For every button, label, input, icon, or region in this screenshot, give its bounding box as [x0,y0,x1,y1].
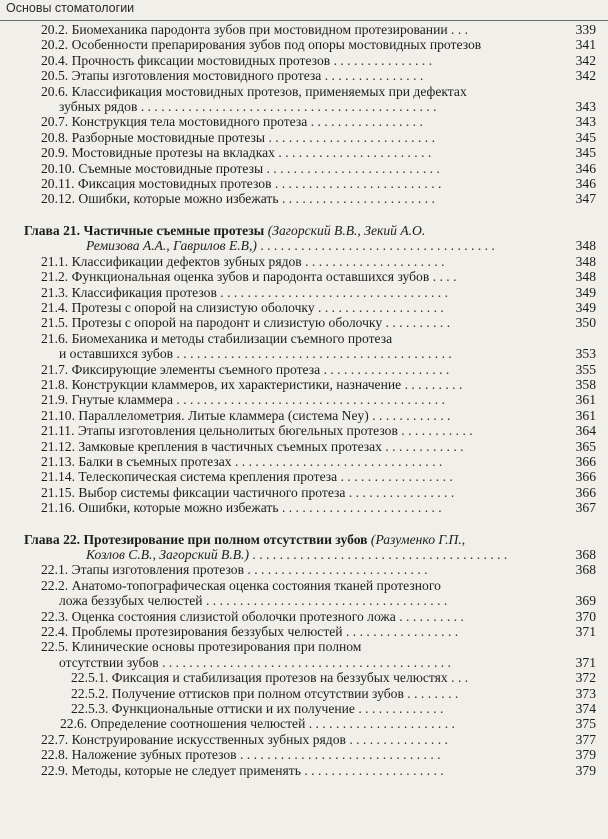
toc-number: 22.2. [41,577,69,593]
toc-leader-dots: . . . . . . . . . . . . . . . . . . . . . [305,253,445,269]
toc-entry-line [41,22,596,37]
toc-page-number: 377 [575,731,596,747]
toc-title: Оценка состояния слизистой оболочки протезного ложа [71,608,396,624]
toc-leader-dots: . . . . . . . . . . . . . . . . . [346,624,459,640]
toc-title: Разборные мостовидные протезы [71,129,266,145]
toc-title-continued: отсутствии зубов [59,654,159,670]
toc-title: Съемные мостовидные протезы [78,160,264,176]
toc-number: 21.16. [41,500,75,516]
toc-title: Функциональные оттиски и их получение [111,701,355,717]
toc-number: 20.8. [41,129,69,145]
toc-page-number: 341 [575,37,596,53]
toc-section [24,114,596,129]
toc-title: Балки в съемных протезах [78,453,232,469]
toc-title-continued: зубных рядов [59,99,138,115]
toc-page-number: 353 [575,346,596,362]
toc-number: 21.12. [41,438,75,454]
toc-page-number: 348 [575,269,596,285]
toc-page-number: 374 [575,701,596,717]
toc-page-number: 365 [575,438,596,454]
toc-leader-dots: . . . . . . . . . . . . . . . . . . . . . . . . . [274,176,442,192]
toc-section [24,763,596,778]
toc-entry-line [41,84,596,99]
toc-leader-dots: . . . . . . . . . . . . . . . . . . . . . . . . . . . . . . . [234,453,443,469]
toc-entry-line [41,732,596,747]
toc-page-number: 371 [575,654,596,670]
toc-page-number: 349 [575,284,596,300]
toc-title: Конструкция тела мостовидного протеза [71,114,308,130]
toc-number: 21.7. [41,361,69,377]
toc-leader-dots: . . . . . . . . . . . . . . . . . . . [318,299,444,315]
toc-number: 20.2. [41,37,69,53]
toc-leader-dots: . . . . . . . . . . . . . . . . . . . . . . . . . . . . . . . . . . . . . . . . . [176,346,452,362]
toc-title: Особенности препарирования зубов под опоры мостовидных протезов [71,37,482,53]
toc-title: Этапы изготовления цельнолитых бюгельных протезов [77,423,398,439]
toc-entry-line [41,578,596,593]
toc-section [24,22,596,37]
toc-subsubsection [24,686,596,701]
toc-title: Функциональная оценка зубов и пародонта оставшихся зубов [71,269,430,285]
toc-section [24,331,596,362]
toc-number: 21.1. [41,253,69,269]
toc-number: 21.13. [41,453,75,469]
toc-leader-dots: . . . . . . . . . . . . . . . . . . . . . . . . . . . . . . . . . . . . . . . . [176,392,445,408]
toc-page-number: 343 [575,99,596,115]
toc-number: 22.7. [41,731,69,747]
toc-page-number: 361 [575,392,596,408]
toc-title: Прочность фиксации мостовидных протезов [71,52,331,68]
toc-section [24,37,596,52]
toc-entry-line [41,269,596,284]
toc-page-number: 368 [575,562,596,578]
toc-authors-continued: Козлов С.В., Загорский В.В.) [86,547,249,562]
toc-leader-dots: . . . . . . . . . . . . . . . . . . . . . . . . . . [266,160,440,176]
toc-continuation [24,238,596,253]
toc-leader-dots: . . . . . . . . . . . . . . . . . . . [323,361,450,377]
toc-number: 22.8. [41,747,69,763]
toc-page-number: 346 [575,160,596,176]
toc-entry-line [41,176,596,191]
toc-entry-line [24,223,596,238]
toc-number: Глава 21. [24,222,81,238]
toc-subsubsection [24,670,596,685]
toc-section [24,254,596,269]
toc-title: Этапы изготовления мостовидного протеза [71,68,322,84]
toc-page-number: 361 [575,407,596,423]
toc-page-number: 342 [575,52,596,68]
toc-page-number: 370 [575,608,596,624]
toc-title: Биомеханика и методы стабилизации съемного протеза [71,330,393,346]
toc-page-number: 379 [575,747,596,763]
toc-title: Параллелометрия. Литые кламмера (система Ney) [78,407,369,423]
toc-page-number: 364 [575,423,596,439]
toc-entry-line [41,500,596,515]
toc-number: 20.10. [41,160,75,176]
toc-page-number: 372 [575,670,596,686]
toc-entry-line [41,423,596,438]
toc-number: 20.11. [41,176,75,192]
toc-leader-dots: . . . . . . . . . . . . . . . . . [310,114,423,130]
toc-page-number: 345 [575,129,596,145]
toc-page-number: 366 [575,484,596,500]
toc-entry-line [41,639,596,654]
toc-entry-line [41,53,596,68]
toc-page-number: 368 [575,547,596,562]
toc-section [24,130,596,145]
toc-number: 20.4. [41,52,69,68]
toc-number: 20.9. [41,145,69,161]
toc-number: 21.3. [41,284,69,300]
toc-page-number: 343 [575,114,596,130]
toc-number: 22.4. [41,624,69,640]
toc-title: Проблемы протезирования беззубых челюстей [71,624,343,640]
toc-section [24,485,596,500]
toc-title: Конструирование искусственных зубных рядов [71,731,346,747]
toc-entry-line [41,454,596,469]
toc-section [24,408,596,423]
toc-title: Частичные съемные протезы [83,222,265,238]
toc-section [24,562,596,577]
toc-page-number: 369 [575,593,596,609]
toc-section [24,300,596,315]
toc-entry-line [41,145,596,160]
toc-leader-dots: . . . . . . . . . . . . . . . . . . . . . . . . . . . [247,562,428,578]
toc-entry-line [41,114,596,129]
table-of-contents [24,22,596,778]
toc-page-number: 348 [575,253,596,269]
toc-number: 20.2. [41,22,69,37]
toc-section [24,609,596,624]
toc-section [24,68,596,83]
toc-leader-dots: . . . . . . . . . . . . . . . . . . . . . [304,762,444,778]
toc-leader-dots: . . . . . . . . . . . . . . . [333,52,433,68]
toc-page-number: 375 [575,716,596,732]
toc-section [24,423,596,438]
toc-section [24,439,596,454]
toc-number: 22.3. [41,608,69,624]
toc-title: Протезы с опорой на слизистую оболочку [71,299,315,315]
toc-leader-dots: . . . [451,22,469,37]
toc-title: Классификация мостовидных протезов, применяемых при дефектах [71,83,467,99]
toc-leader-dots: . . . . . . . . . . . . . [358,701,444,717]
toc-number: 22.9. [41,762,69,778]
toc-entry-line [71,701,596,716]
toc-continuation [41,655,596,670]
toc-leader-dots: . . . . . . . . . . . . . . . . . . . . . . . . . . . . . . . . . . . . [205,593,448,609]
toc-number: Глава 22. [24,531,81,547]
toc-entry-line [41,331,596,346]
toc-page-number: 349 [575,299,596,315]
toc-entry-line [41,285,596,300]
toc-title: Телескопическая система крепления протеза [78,469,338,485]
toc-section [24,269,596,284]
toc-section [24,578,596,609]
toc-section [24,747,596,762]
toc-entry-line [41,624,596,639]
toc-page-number: 379 [575,762,596,778]
toc-entry-line [41,408,596,423]
toc-entry-line [41,161,596,176]
toc-title: Фиксация и стабилизация протезов на беззубых челюстях [111,670,448,686]
toc-section [24,624,596,639]
toc-page-number: 366 [575,469,596,485]
toc-entry-line [41,130,596,145]
toc-leader-dots: . . . . . . . . . . . . [385,438,464,454]
toc-entry-line [71,670,596,685]
toc-number: 21.2. [41,269,69,285]
toc-title: Получение оттисков при полном отсутствии зубов [111,685,404,701]
toc-leader-dots: . . . [451,670,469,686]
toc-number: 22.5. [41,639,69,655]
toc-leader-dots: . . . . . . . . . . . . . . . [324,68,424,84]
toc-entry-line [41,469,596,484]
toc-section [24,716,596,731]
toc-entry-line [41,37,596,52]
toc-leader-dots: . . . . . . . . . . . . . . . . . . . . . . . . [281,500,442,516]
toc-title: Клинические основы протезирования при полном [71,639,362,655]
toc-title: Наложение зубных протезов [71,747,237,763]
toc-number: 20.12. [41,191,75,207]
toc-leader-dots: . . . . . . . . . . . . [372,407,451,423]
toc-entry-line [24,532,596,547]
toc-leader-dots: . . . . . . . . . . . . . . . . . . . . . . . [278,145,432,161]
toc-page-number: 355 [575,361,596,377]
toc-title: Анатомо-топографическая оценка состояния тканей протезного [71,577,441,593]
toc-page-number: 348 [575,238,596,254]
toc-leader-dots: . . . . . . . . . . . . . . . . . . . . . . . . . . . . . . . . . . . . . . . . . . . [162,654,451,670]
toc-title: Фиксация мостовидных протезов [77,176,272,192]
book-title: Основы стоматологии [6,1,135,15]
toc-title: Определение соотношения челюстей [90,716,306,732]
toc-leader-dots: . . . . . . . . . . . . . . . . . . . . . . . . . . . . . . . . . . . . . . [252,547,508,562]
toc-title: Гнутые кламмера [71,392,174,408]
toc-title: Протезирование при полном отсутствии зубов [83,531,368,547]
toc-continuation [41,99,596,114]
toc-number: 21.14. [41,469,75,485]
toc-entry-line [41,68,596,83]
toc-title: Мостовидные протезы на вкладках [71,145,275,161]
toc-number: 21.4. [41,299,69,315]
toc-entry-line [41,191,596,206]
toc-title: Фиксирующие элементы съемного протеза [71,361,321,377]
toc-number: 22.6. [60,716,88,732]
toc-leader-dots: . . . . . . . . . . . . . . . . . . . . . . . . . . . . . . . . . . [220,284,448,300]
toc-number: 20.6. [41,83,69,99]
toc-leader-dots: . . . . . . . . . . . . . . . . . . . . . . . . . . . . . . . . . . . [260,238,495,254]
toc-section [24,362,596,377]
toc-section [24,500,596,515]
toc-title: Классификация протезов [71,284,217,300]
toc-page-number: 342 [575,68,596,84]
toc-chapter [24,532,596,563]
toc-title-continued: и оставшихся зубов [59,346,174,362]
toc-section [24,285,596,300]
toc-number: 21.10. [41,407,75,423]
toc-entry-line [41,485,596,500]
toc-section [24,84,596,115]
toc-title: Биомеханика пародонта зубов при мостовидном протезировании [71,22,448,37]
toc-title: Методы, которые не следует применять [71,762,301,778]
toc-continuation [41,593,596,608]
toc-number: 21.9. [41,392,69,408]
toc-entry-line [41,362,596,377]
toc-number: 21.15. [41,484,75,500]
toc-leader-dots: . . . . . . . . . . . . . . . . . . . . . . . . . . . . . . . . . . . . . . . . . . . . [140,99,437,115]
toc-page-number: 373 [575,685,596,701]
toc-title: Замковые крепления в частичных съемных протезах [78,438,382,454]
toc-leader-dots: . . . . . . . . . . [385,315,451,331]
toc-number: 20.5. [41,68,69,84]
toc-number: 21.11. [41,423,75,439]
toc-section [24,191,596,206]
running-header [0,0,608,21]
toc-leader-dots: . . . . . . . . . [404,376,463,392]
toc-page-number: 371 [575,624,596,640]
toc-number: 20.7. [41,114,69,130]
toc-section [24,377,596,392]
toc-page-number: 367 [575,500,596,516]
toc-entry-line [60,716,596,731]
toc-entry-line [41,315,596,330]
toc-leader-dots: . . . . . . . . . . . . . . . . . . . . . . [308,716,455,732]
toc-leader-dots: . . . . . . . . . . . . . . . . . . . . . . . . . [268,129,435,145]
toc-title: Этапы изготовления протезов [71,562,244,578]
toc-page-number: 346 [575,176,596,192]
toc-title: Ошибки, которые можно избежать [78,500,279,516]
toc-section [24,176,596,191]
toc-page-number: 345 [575,145,596,161]
toc-continuation [41,346,596,361]
toc-number: 22.5.2. [71,685,109,701]
toc-section [24,53,596,68]
toc-entry-line [41,254,596,269]
toc-section [24,454,596,469]
toc-title: Конструкции кламмеров, их характеристики, назначение [71,376,402,392]
toc-section [24,161,596,176]
toc-section [24,145,596,160]
toc-entry-line [41,439,596,454]
toc-leader-dots: . . . . . . . . [407,685,459,701]
toc-leader-dots: . . . . . . . . . . . . . . . . . . . . . . . [281,191,435,207]
toc-title: Ошибки, которые можно избежать [78,191,279,207]
toc-chapter [24,223,596,254]
toc-section [24,469,596,484]
toc-continuation [24,547,596,562]
toc-entry-line [71,686,596,701]
toc-entry-line [41,747,596,762]
toc-title: Выбор системы фиксации частичного протеза [78,484,346,500]
toc-number: 21.8. [41,376,69,392]
toc-title: Протезы с опорой на пародонт и слизистую оболочку [71,315,383,331]
toc-entry-line [41,377,596,392]
toc-section [24,639,596,670]
toc-page-number: 350 [575,315,596,331]
toc-entry-line [41,562,596,577]
toc-page-number: 347 [575,191,596,207]
toc-leader-dots: . . . . . . . . . . . [401,423,473,439]
toc-leader-dots: . . . . . . . . . . . . . . . . . . . . . . . . . . . . . . [240,747,441,763]
toc-number: 21.6. [41,330,69,346]
toc-leader-dots: . . . . . . . . . . [399,608,464,624]
toc-authors-continued: Ремизова А.А., Гаврилов Е.В,) [86,238,257,254]
toc-leader-dots: . . . . . . . . . . . . . . . . [348,484,455,500]
toc-section [24,392,596,407]
toc-page-number: 358 [575,376,596,392]
toc-number: 21.5. [41,315,69,331]
toc-page-number: 339 [575,22,596,37]
toc-section [24,315,596,330]
toc-leader-dots: . . . . . . . . . . . . . . . [349,731,448,747]
toc-number: 22.1. [41,562,69,578]
toc-authors: (Разуменко Г.П., [370,531,466,547]
toc-page-number: 366 [575,453,596,469]
toc-title: Классификации дефектов зубных рядов [71,253,302,269]
toc-leader-dots: . . . . [432,269,457,285]
toc-number: 22.5.1. [71,670,109,686]
toc-entry-line [41,763,596,778]
toc-subsubsection [24,701,596,716]
toc-title-continued: ложа беззубых челюстей [59,593,203,609]
toc-authors: (Загорский В.В., Зекий А.О. [267,222,426,238]
toc-section [24,732,596,747]
toc-entry-line [41,609,596,624]
toc-entry-line [41,300,596,315]
toc-entry-line [41,392,596,407]
toc-number: 22.5.3. [71,701,109,717]
toc-leader-dots: . . . . . . . . . . . . . . . . . [340,469,453,485]
